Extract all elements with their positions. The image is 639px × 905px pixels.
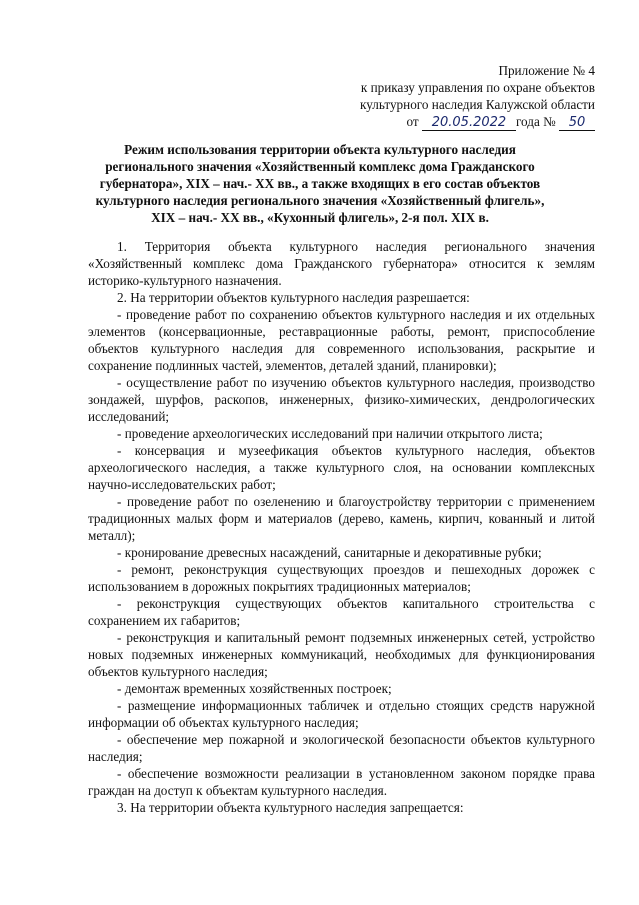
list-item: - консервация и музеефикация объектов культурного наследия, объектов археологического наследия, а также культурного слоя, на основании комплексных научно-исследовательских работ; <box>88 443 595 492</box>
title-line: XIX – нач.- XX вв., «Кухонный флигель», 2-я пол. XIX в. <box>151 210 489 225</box>
handwritten-number: 50 <box>559 115 595 131</box>
appendix-order-ref: к приказу управления по охране объектов <box>360 80 595 95</box>
from-label: от <box>406 114 419 129</box>
paragraph-territory: 1. Территория объекта культурного наследия регионального значения «Хозяйственный комплекс дома Гражданского губернатора» относится к землям историко-культурного назначения. <box>88 239 595 288</box>
list-item: - проведение работ по сохранению объектов культурного наследия и их отдельных элементов (консервационные, реставрационные работы, ремонт, приспособление объектов культурного наследия для современного использования, раскрытие и сохранение подлинных частей, элементов, деталей зданий, планировки); <box>88 307 595 373</box>
paragraph-prohibited-heading: 3. На территории объекта культурного наследия запрещается: <box>117 800 464 815</box>
list-item: - реконструкция и капитальный ремонт подземных инженерных сетей, устройство новых подземных инженерных коммуникаций, необходимых для функционирования объектов культурного наследия; <box>88 630 595 679</box>
list-item: - обеспечение мер пожарной и экологической безопасности объектов культурного наследия; <box>88 732 595 764</box>
appendix-authority: культурного наследия Калужской области <box>360 97 595 112</box>
list-item: - проведение археологических исследований при наличии открытого листа; <box>117 426 543 441</box>
list-item: - демонтаж временных хозяйственных построек; <box>117 681 392 696</box>
appendix-date-line <box>295 113 595 131</box>
document-title <box>90 141 550 226</box>
title-line: регионального значения «Хозяйственный комплекс дома Гражданского <box>105 159 535 174</box>
appendix-number: Приложение № 4 <box>498 63 595 78</box>
list-item: - размещение информационных табличек и отдельно стоящих средств наружной информации об объектах культурного наследия; <box>88 698 595 730</box>
handwritten-date: 20.05.2022 <box>422 115 516 131</box>
list-item: - осуществление работ по изучению объектов культурного наследия, производство зондажей, шурфов, раскопов, инженерных, физико-химических, дендрологических исследований; <box>88 375 595 424</box>
list-item: - реконструкция существующих объектов капитального строительства с сохранением их габаритов; <box>88 596 595 628</box>
title-line: губернатора», XIX – нач.- XX вв., а также входящих в его состав объектов <box>99 176 541 191</box>
list-item: - обеспечение возможности реализации в установленном законом порядке права граждан на доступ к объектам культурного наследия. <box>88 766 595 798</box>
year-number-label: года № <box>515 114 556 129</box>
list-item: - кронирование древесных насаждений, санитарные и декоративные рубки; <box>117 545 542 560</box>
list-item: - проведение работ по озеленению и благоустройству территории с применением традиционных малых форм и материалов (дерево, камень, кирпич, кованный и литой металл); <box>88 494 595 543</box>
paragraph-allowed-heading: 2. На территории объектов культурного наследия разрешается: <box>117 290 470 305</box>
title-line: Режим использования территории объекта культурного наследия <box>124 142 516 157</box>
title-line: культурного наследия регионального значения «Хозяйственный флигель», <box>95 193 545 208</box>
list-item: - ремонт, реконструкция существующих проездов и пешеходных дорожек с использованием в дорожных покрытиях традиционных материалов; <box>88 562 595 594</box>
appendix-header <box>295 62 595 131</box>
document-body <box>88 238 595 816</box>
